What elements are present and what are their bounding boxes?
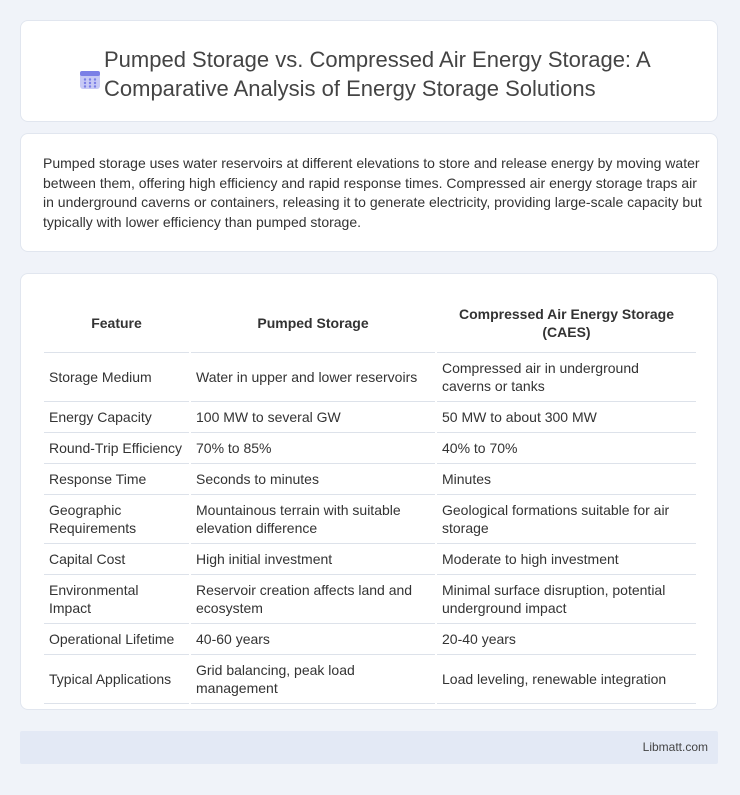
caes-cell: Compressed air in underground caverns or tanks [437,353,696,402]
table-row [44,464,696,495]
column-header: Pumped Storage [191,294,435,353]
comparison-table [42,294,698,704]
caes-cell: Minutes [437,464,696,495]
caes-cell: 50 MW to about 300 MW [437,402,696,433]
table-row [44,624,696,655]
feature-cell: Typical Applications [44,655,189,704]
caes-cell: 20-40 years [437,624,696,655]
intro-paragraph: Pumped storage uses water reservoirs at different elevations to store and release energy by moving water between them, offering high efficiency and rapid response times. Compressed air energy storage traps air in underground caverns or containers, releasing it to generate electricity, providing large-scale capacity but typically with lower efficiency than pumped storage. [43,155,702,230]
table-row [44,433,696,464]
intro-card [20,133,718,252]
table-row [44,495,696,544]
feature-cell: Response Time [44,464,189,495]
page-title: Pumped Storage vs. Compressed Air Energy Storage: A Comparative Analysis of Energy Storage Solutions [104,47,650,101]
pumped-storage-cell: 70% to 85% [191,433,435,464]
feature-cell: Operational Lifetime [44,624,189,655]
pumped-storage-cell: 100 MW to several GW [191,402,435,433]
table-row [44,575,696,624]
pumped-storage-cell: Water in upper and lower reservoirs [191,353,435,402]
feature-cell: Storage Medium [44,353,189,402]
pumped-storage-cell: Mountainous terrain with suitable elevation difference [191,495,435,544]
table-row [44,402,696,433]
pumped-storage-cell: High initial investment [191,544,435,575]
feature-cell: Geographic Requirements [44,495,189,544]
feature-cell: Capital Cost [44,544,189,575]
table-row [44,353,696,402]
pumped-storage-cell: Seconds to minutes [191,464,435,495]
table-row [44,655,696,704]
footer-site-name: Libmatt.com [642,740,708,754]
footer [20,731,718,764]
caes-cell: Load leveling, renewable integration [437,655,696,704]
pumped-storage-cell: 40-60 years [191,624,435,655]
caes-cell: Minimal surface disruption, potential underground impact [437,575,696,624]
table-row [44,544,696,575]
caes-cell: Geological formations suitable for air storage [437,495,696,544]
caes-cell: Moderate to high investment [437,544,696,575]
caes-cell: 40% to 70% [437,433,696,464]
feature-cell: Energy Capacity [44,402,189,433]
column-header: Feature [44,294,189,353]
pumped-storage-cell: Reservoir creation affects land and ecosystem [191,575,435,624]
comparison-card [20,273,718,710]
table-header-row [44,294,696,353]
feature-cell: Environmental Impact [44,575,189,624]
calendar-icon [79,68,101,90]
feature-cell: Round-Trip Efficiency [44,433,189,464]
pumped-storage-cell: Grid balancing, peak load management [191,655,435,704]
column-header: Compressed Air Energy Storage (CAES) [437,294,696,353]
